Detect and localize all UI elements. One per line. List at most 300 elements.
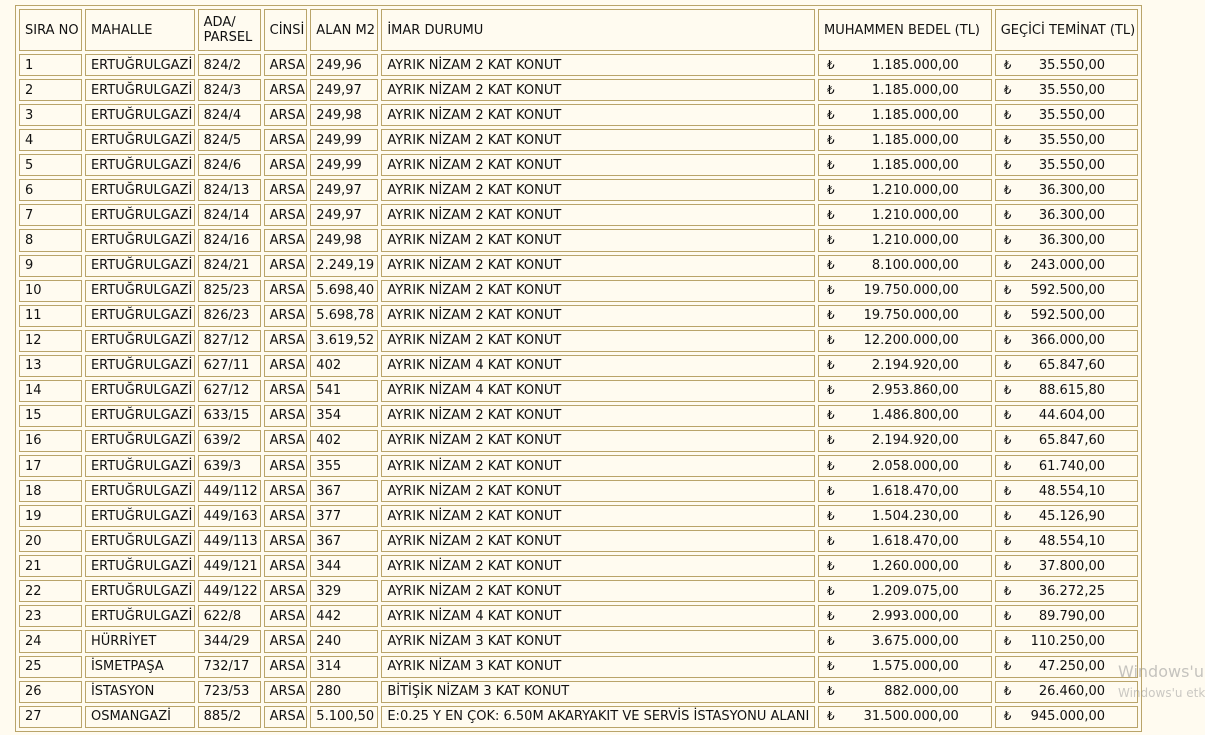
cell-imar-durumu: AYRIK NİZAM 2 KAT KONUT — [381, 530, 815, 552]
cell-muhammen-bedel-value: 1.185.000,00 — [871, 157, 959, 173]
cell-mahalle: ERTUĞRULGAZİ — [85, 229, 195, 251]
cell-muhammen-bedel — [818, 430, 992, 452]
cell-imar-durumu: AYRIK NİZAM 2 KAT KONUT — [381, 54, 815, 76]
cell-sira-no: 13 — [19, 355, 82, 377]
cell-muhammen-bedel-value: 1.575.000,00 — [871, 659, 959, 675]
cell-muhammen-bedel-value: 19.750.000,00 — [863, 308, 959, 324]
cell-gecici-teminat — [995, 706, 1138, 728]
cell-imar-durumu: AYRIK NİZAM 2 KAT KONUT — [381, 330, 815, 352]
cell-gecici-teminat-value: 88.615,80 — [1038, 383, 1105, 399]
cell-gecici-teminat-value: 36.300,00 — [1038, 232, 1105, 248]
cell-muhammen-bedel-value: 1.210.000,00 — [871, 182, 959, 198]
table-body — [19, 54, 1138, 728]
cell-ada-parsel: 449/122 — [198, 580, 261, 602]
cell-imar-durumu: AYRIK NİZAM 2 KAT KONUT — [381, 79, 815, 101]
cell-alan: 249,97 — [310, 204, 378, 226]
cell-mahalle: ERTUĞRULGAZİ — [85, 505, 195, 527]
cell-mahalle: ERTUĞRULGAZİ — [85, 104, 195, 126]
cell-cinsi: ARSA — [264, 380, 308, 402]
header-imar-durumu: İMAR DURUMU — [381, 9, 815, 51]
cell-mahalle: ERTUĞRULGAZİ — [85, 54, 195, 76]
cell-muhammen-bedel-value: 2.194.920,00 — [871, 433, 959, 449]
cell-cinsi: ARSA — [264, 555, 308, 577]
cell-imar-durumu: AYRIK NİZAM 2 KAT KONUT — [381, 104, 815, 126]
cell-sira-no: 16 — [19, 430, 82, 452]
lira-icon: ₺ — [1003, 258, 1012, 273]
tender-table-container — [15, 5, 1142, 732]
cell-sira-no: 25 — [19, 656, 82, 678]
cell-muhammen-bedel-value: 31.500.000,00 — [863, 709, 959, 725]
cell-mahalle: ERTUĞRULGAZİ — [85, 480, 195, 502]
cell-ada-parsel: 824/2 — [198, 54, 261, 76]
cell-cinsi: ARSA — [264, 355, 308, 377]
lira-icon: ₺ — [1003, 583, 1012, 598]
cell-muhammen-bedel — [818, 706, 992, 728]
table-row — [19, 355, 1138, 377]
lira-icon: ₺ — [827, 283, 835, 298]
cell-muhammen-bedel-value: 1.185.000,00 — [871, 82, 959, 98]
cell-imar-durumu: AYRIK NİZAM 2 KAT KONUT — [381, 154, 815, 176]
cell-cinsi: ARSA — [264, 706, 308, 728]
cell-muhammen-bedel-value: 1.209.075,00 — [871, 583, 959, 599]
cell-gecici-teminat — [995, 505, 1138, 527]
cell-gecici-teminat — [995, 480, 1138, 502]
lira-icon: ₺ — [1003, 408, 1012, 423]
cell-gecici-teminat — [995, 204, 1138, 226]
cell-muhammen-bedel-value: 2.194.920,00 — [871, 358, 959, 374]
header-sira-no: SIRA NO — [19, 9, 82, 51]
cell-muhammen-bedel-value: 19.750.000,00 — [863, 283, 959, 299]
cell-muhammen-bedel-value: 1.210.000,00 — [871, 232, 959, 248]
table-row — [19, 580, 1138, 602]
table-row — [19, 204, 1138, 226]
cell-cinsi: ARSA — [264, 455, 308, 477]
cell-gecici-teminat-value: 36.300,00 — [1038, 207, 1105, 223]
lira-icon: ₺ — [827, 308, 835, 323]
cell-sira-no: 18 — [19, 480, 82, 502]
cell-gecici-teminat-value: 47.250,00 — [1038, 659, 1105, 675]
cell-sira-no: 12 — [19, 330, 82, 352]
lira-icon: ₺ — [827, 408, 835, 423]
cell-gecici-teminat — [995, 305, 1138, 327]
lira-icon: ₺ — [827, 583, 835, 598]
lira-icon: ₺ — [1003, 633, 1012, 648]
cell-ada-parsel: 824/21 — [198, 255, 261, 277]
cell-mahalle: ERTUĞRULGAZİ — [85, 455, 195, 477]
cell-muhammen-bedel — [818, 229, 992, 251]
cell-ada-parsel: 732/17 — [198, 656, 261, 678]
cell-muhammen-bedel-value: 1.504.230,00 — [871, 508, 959, 524]
cell-imar-durumu: AYRIK NİZAM 2 KAT KONUT — [381, 280, 815, 302]
cell-imar-durumu: AYRIK NİZAM 2 KAT KONUT — [381, 430, 815, 452]
cell-imar-durumu: AYRIK NİZAM 2 KAT KONUT — [381, 129, 815, 151]
cell-mahalle: HÜRRİYET — [85, 630, 195, 652]
cell-ada-parsel: 824/3 — [198, 79, 261, 101]
cell-muhammen-bedel-value: 12.200.000,00 — [863, 333, 959, 349]
cell-alan: 402 — [310, 355, 378, 377]
cell-gecici-teminat-value: 45.126,90 — [1038, 508, 1105, 524]
header-row — [19, 9, 1138, 51]
lira-icon: ₺ — [1003, 458, 1012, 473]
cell-muhammen-bedel — [818, 630, 992, 652]
cell-gecici-teminat — [995, 255, 1138, 277]
table-row — [19, 430, 1138, 452]
cell-gecici-teminat — [995, 605, 1138, 627]
cell-sira-no: 17 — [19, 455, 82, 477]
cell-cinsi: ARSA — [264, 505, 308, 527]
cell-mahalle: ERTUĞRULGAZİ — [85, 305, 195, 327]
cell-alan: 354 — [310, 405, 378, 427]
cell-muhammen-bedel-value: 2.993.000,00 — [871, 608, 959, 624]
table-row — [19, 505, 1138, 527]
cell-imar-durumu: AYRIK NİZAM 2 KAT KONUT — [381, 480, 815, 502]
lira-icon: ₺ — [1003, 709, 1012, 724]
cell-ada-parsel: 633/15 — [198, 405, 261, 427]
cell-sira-no: 24 — [19, 630, 82, 652]
header-mahalle: MAHALLE — [85, 9, 195, 51]
cell-mahalle: ERTUĞRULGAZİ — [85, 380, 195, 402]
windows-activation-watermark: Windows'u — [1118, 662, 1204, 681]
cell-alan: 314 — [310, 656, 378, 678]
cell-mahalle: ERTUĞRULGAZİ — [85, 605, 195, 627]
cell-muhammen-bedel-value: 1.185.000,00 — [871, 57, 959, 73]
cell-mahalle: ERTUĞRULGAZİ — [85, 79, 195, 101]
cell-cinsi: ARSA — [264, 255, 308, 277]
cell-gecici-teminat — [995, 280, 1138, 302]
cell-mahalle: ERTUĞRULGAZİ — [85, 204, 195, 226]
lira-icon: ₺ — [827, 483, 835, 498]
cell-cinsi: ARSA — [264, 204, 308, 226]
cell-gecici-teminat-value: 26.460,00 — [1038, 684, 1105, 700]
cell-gecici-teminat-value: 945.000,00 — [1030, 709, 1105, 725]
table-row — [19, 706, 1138, 728]
table-row — [19, 630, 1138, 652]
cell-muhammen-bedel — [818, 380, 992, 402]
cell-muhammen-bedel — [818, 580, 992, 602]
cell-cinsi: ARSA — [264, 129, 308, 151]
cell-sira-no: 14 — [19, 380, 82, 402]
cell-ada-parsel: 824/4 — [198, 104, 261, 126]
lira-icon: ₺ — [827, 558, 835, 573]
header-ada-parsel-line2: PARSEL — [203, 30, 253, 45]
header-gecici-teminat: GEÇİCİ TEMİNAT (TL) — [995, 9, 1138, 51]
cell-gecici-teminat — [995, 380, 1138, 402]
cell-gecici-teminat-value: 65.847,60 — [1038, 433, 1105, 449]
lira-icon: ₺ — [827, 659, 835, 674]
cell-sira-no: 15 — [19, 405, 82, 427]
cell-mahalle: ERTUĞRULGAZİ — [85, 154, 195, 176]
cell-muhammen-bedel-value: 2.058.000,00 — [871, 458, 959, 474]
table-row — [19, 305, 1138, 327]
lira-icon: ₺ — [827, 383, 835, 398]
lira-icon: ₺ — [1003, 157, 1012, 172]
cell-gecici-teminat — [995, 104, 1138, 126]
lira-icon: ₺ — [1003, 283, 1012, 298]
table-row — [19, 405, 1138, 427]
lira-icon: ₺ — [827, 157, 835, 172]
lira-icon: ₺ — [827, 57, 835, 72]
cell-mahalle: ERTUĞRULGAZİ — [85, 255, 195, 277]
lira-icon: ₺ — [1003, 533, 1012, 548]
cell-ada-parsel: 824/5 — [198, 129, 261, 151]
cell-gecici-teminat — [995, 79, 1138, 101]
cell-mahalle: OSMANGAZİ — [85, 706, 195, 728]
cell-gecici-teminat-value: 36.300,00 — [1038, 182, 1105, 198]
cell-imar-durumu: AYRIK NİZAM 2 KAT KONUT — [381, 555, 815, 577]
lira-icon: ₺ — [1003, 57, 1012, 72]
cell-imar-durumu: AYRIK NİZAM 4 KAT KONUT — [381, 355, 815, 377]
table-row — [19, 455, 1138, 477]
cell-gecici-teminat-value: 592.500,00 — [1030, 283, 1105, 299]
cell-gecici-teminat-value: 65.847,60 — [1038, 358, 1105, 374]
cell-muhammen-bedel-value: 1.210.000,00 — [871, 207, 959, 223]
lira-icon: ₺ — [827, 533, 835, 548]
table-row — [19, 154, 1138, 176]
header-alan: ALAN M2 — [310, 9, 378, 51]
cell-gecici-teminat — [995, 129, 1138, 151]
lira-icon: ₺ — [827, 709, 835, 724]
cell-alan: 442 — [310, 605, 378, 627]
cell-mahalle: İSMETPAŞA — [85, 656, 195, 678]
cell-ada-parsel: 449/121 — [198, 555, 261, 577]
cell-gecici-teminat — [995, 330, 1138, 352]
cell-gecici-teminat-value: 35.550,00 — [1038, 132, 1105, 148]
cell-sira-no: 26 — [19, 681, 82, 703]
cell-cinsi: ARSA — [264, 405, 308, 427]
lira-icon: ₺ — [1003, 433, 1012, 448]
cell-imar-durumu: AYRIK NİZAM 2 KAT KONUT — [381, 405, 815, 427]
cell-sira-no: 4 — [19, 129, 82, 151]
cell-alan: 367 — [310, 480, 378, 502]
cell-gecici-teminat — [995, 154, 1138, 176]
cell-muhammen-bedel-value: 8.100.000,00 — [871, 258, 959, 274]
cell-muhammen-bedel-value: 1.618.470,00 — [871, 533, 959, 549]
cell-alan: 249,97 — [310, 79, 378, 101]
table-row — [19, 480, 1138, 502]
cell-gecici-teminat-value: 35.550,00 — [1038, 107, 1105, 123]
lira-icon: ₺ — [827, 107, 835, 122]
cell-alan: 541 — [310, 380, 378, 402]
lira-icon: ₺ — [827, 258, 835, 273]
cell-gecici-teminat-value: 35.550,00 — [1038, 157, 1105, 173]
windows-activation-watermark-sub: Windows'u etk — [1118, 686, 1205, 700]
cell-gecici-teminat-value: 48.554,10 — [1038, 483, 1105, 499]
cell-alan: 249,97 — [310, 179, 378, 201]
cell-imar-durumu: AYRIK NİZAM 2 KAT KONUT — [381, 305, 815, 327]
tender-table — [16, 6, 1141, 731]
table-row — [19, 555, 1138, 577]
cell-imar-durumu: AYRIK NİZAM 2 KAT KONUT — [381, 229, 815, 251]
table-row — [19, 79, 1138, 101]
cell-mahalle: İSTASYON — [85, 681, 195, 703]
cell-gecici-teminat-value: 89.790,00 — [1038, 608, 1105, 624]
cell-alan: 344 — [310, 555, 378, 577]
lira-icon: ₺ — [827, 433, 835, 448]
lira-icon: ₺ — [1003, 333, 1012, 348]
cell-ada-parsel: 449/163 — [198, 505, 261, 527]
cell-gecici-teminat-value: 110.250,00 — [1030, 633, 1105, 649]
cell-sira-no: 20 — [19, 530, 82, 552]
cell-muhammen-bedel — [818, 405, 992, 427]
cell-imar-durumu: AYRIK NİZAM 3 KAT KONUT — [381, 630, 815, 652]
cell-ada-parsel: 824/14 — [198, 204, 261, 226]
cell-muhammen-bedel — [818, 154, 992, 176]
cell-alan: 249,96 — [310, 54, 378, 76]
cell-gecici-teminat — [995, 530, 1138, 552]
cell-muhammen-bedel — [818, 104, 992, 126]
table-row — [19, 179, 1138, 201]
cell-alan: 5.698,78 — [310, 305, 378, 327]
cell-sira-no: 6 — [19, 179, 82, 201]
lira-icon: ₺ — [827, 132, 835, 147]
cell-muhammen-bedel — [818, 355, 992, 377]
cell-ada-parsel: 639/3 — [198, 455, 261, 477]
cell-cinsi: ARSA — [264, 179, 308, 201]
cell-cinsi: ARSA — [264, 656, 308, 678]
cell-mahalle: ERTUĞRULGAZİ — [85, 330, 195, 352]
cell-cinsi: ARSA — [264, 104, 308, 126]
lira-icon: ₺ — [827, 207, 835, 222]
cell-ada-parsel: 825/23 — [198, 280, 261, 302]
cell-mahalle: ERTUĞRULGAZİ — [85, 179, 195, 201]
cell-gecici-teminat-value: 37.800,00 — [1038, 558, 1105, 574]
cell-gecici-teminat — [995, 630, 1138, 652]
table-row — [19, 129, 1138, 151]
lira-icon: ₺ — [827, 82, 835, 97]
cell-mahalle: ERTUĞRULGAZİ — [85, 355, 195, 377]
cell-gecici-teminat — [995, 455, 1138, 477]
table-row — [19, 681, 1138, 703]
table-row — [19, 54, 1138, 76]
cell-gecici-teminat — [995, 229, 1138, 251]
cell-cinsi: ARSA — [264, 480, 308, 502]
lira-icon: ₺ — [827, 232, 835, 247]
cell-mahalle: ERTUĞRULGAZİ — [85, 129, 195, 151]
cell-ada-parsel: 827/12 — [198, 330, 261, 352]
cell-ada-parsel: 885/2 — [198, 706, 261, 728]
cell-mahalle: ERTUĞRULGAZİ — [85, 280, 195, 302]
cell-alan: 329 — [310, 580, 378, 602]
lira-icon: ₺ — [827, 633, 835, 648]
cell-muhammen-bedel — [818, 280, 992, 302]
lira-icon: ₺ — [1003, 659, 1012, 674]
lira-icon: ₺ — [827, 458, 835, 473]
cell-imar-durumu: AYRIK NİZAM 2 KAT KONUT — [381, 455, 815, 477]
cell-gecici-teminat — [995, 179, 1138, 201]
cell-alan: 355 — [310, 455, 378, 477]
cell-imar-durumu: AYRIK NİZAM 2 KAT KONUT — [381, 204, 815, 226]
cell-ada-parsel: 627/11 — [198, 355, 261, 377]
cell-ada-parsel: 824/6 — [198, 154, 261, 176]
cell-muhammen-bedel — [818, 455, 992, 477]
cell-alan: 249,99 — [310, 154, 378, 176]
cell-sira-no: 11 — [19, 305, 82, 327]
cell-sira-no: 19 — [19, 505, 82, 527]
table-row — [19, 380, 1138, 402]
cell-gecici-teminat-value: 592.500,00 — [1030, 308, 1105, 324]
cell-sira-no: 8 — [19, 229, 82, 251]
header-ada-parsel-line1: ADA/ — [203, 15, 236, 30]
cell-cinsi: ARSA — [264, 681, 308, 703]
lira-icon: ₺ — [827, 684, 835, 699]
cell-sira-no: 10 — [19, 280, 82, 302]
lira-icon: ₺ — [1003, 207, 1012, 222]
cell-imar-durumu: E:0.25 Y EN ÇOK: 6.50M AKARYAKIT VE SERVİS İSTASYONU ALANI — [381, 706, 815, 728]
cell-gecici-teminat — [995, 656, 1138, 678]
cell-gecici-teminat-value: 36.272,25 — [1038, 583, 1105, 599]
lira-icon: ₺ — [827, 358, 835, 373]
cell-alan: 2.249,19 — [310, 255, 378, 277]
table-row — [19, 255, 1138, 277]
table-row — [19, 330, 1138, 352]
lira-icon: ₺ — [1003, 182, 1012, 197]
lira-icon: ₺ — [1003, 132, 1012, 147]
cell-alan: 249,98 — [310, 104, 378, 126]
table-row — [19, 656, 1138, 678]
cell-cinsi: ARSA — [264, 280, 308, 302]
cell-imar-durumu: AYRIK NİZAM 2 KAT KONUT — [381, 505, 815, 527]
cell-ada-parsel: 344/29 — [198, 630, 261, 652]
cell-muhammen-bedel-value: 1.260.000,00 — [871, 558, 959, 574]
cell-sira-no: 2 — [19, 79, 82, 101]
cell-cinsi: ARSA — [264, 54, 308, 76]
cell-sira-no: 9 — [19, 255, 82, 277]
cell-muhammen-bedel — [818, 79, 992, 101]
table-row — [19, 280, 1138, 302]
lira-icon: ₺ — [1003, 308, 1012, 323]
cell-gecici-teminat — [995, 430, 1138, 452]
cell-sira-no: 1 — [19, 54, 82, 76]
cell-ada-parsel: 449/112 — [198, 480, 261, 502]
cell-muhammen-bedel — [818, 605, 992, 627]
table-row — [19, 530, 1138, 552]
cell-ada-parsel: 826/23 — [198, 305, 261, 327]
cell-muhammen-bedel-value: 1.185.000,00 — [871, 132, 959, 148]
cell-muhammen-bedel — [818, 255, 992, 277]
cell-muhammen-bedel-value: 1.618.470,00 — [871, 483, 959, 499]
lira-icon: ₺ — [1003, 684, 1012, 699]
cell-muhammen-bedel-value: 2.953.860,00 — [871, 383, 959, 399]
cell-ada-parsel: 449/113 — [198, 530, 261, 552]
cell-muhammen-bedel — [818, 305, 992, 327]
cell-sira-no: 22 — [19, 580, 82, 602]
cell-cinsi: ARSA — [264, 330, 308, 352]
cell-sira-no: 3 — [19, 104, 82, 126]
lira-icon: ₺ — [827, 608, 835, 623]
lira-icon: ₺ — [1003, 558, 1012, 573]
cell-imar-durumu: AYRIK NİZAM 4 KAT KONUT — [381, 605, 815, 627]
cell-alan: 249,99 — [310, 129, 378, 151]
cell-alan: 5.698,40 — [310, 280, 378, 302]
cell-gecici-teminat-value: 61.740,00 — [1038, 458, 1105, 474]
header-ada-parsel — [198, 9, 261, 51]
lira-icon: ₺ — [1003, 358, 1012, 373]
cell-cinsi: ARSA — [264, 430, 308, 452]
cell-muhammen-bedel — [818, 505, 992, 527]
cell-mahalle: ERTUĞRULGAZİ — [85, 530, 195, 552]
lira-icon: ₺ — [1003, 608, 1012, 623]
lira-icon: ₺ — [1003, 107, 1012, 122]
table-row — [19, 229, 1138, 251]
table-row — [19, 104, 1138, 126]
lira-icon: ₺ — [1003, 232, 1012, 247]
cell-sira-no: 5 — [19, 154, 82, 176]
cell-muhammen-bedel — [818, 681, 992, 703]
cell-gecici-teminat-value: 243.000,00 — [1030, 258, 1105, 274]
cell-alan: 280 — [310, 681, 378, 703]
cell-gecici-teminat — [995, 681, 1138, 703]
cell-muhammen-bedel — [818, 330, 992, 352]
